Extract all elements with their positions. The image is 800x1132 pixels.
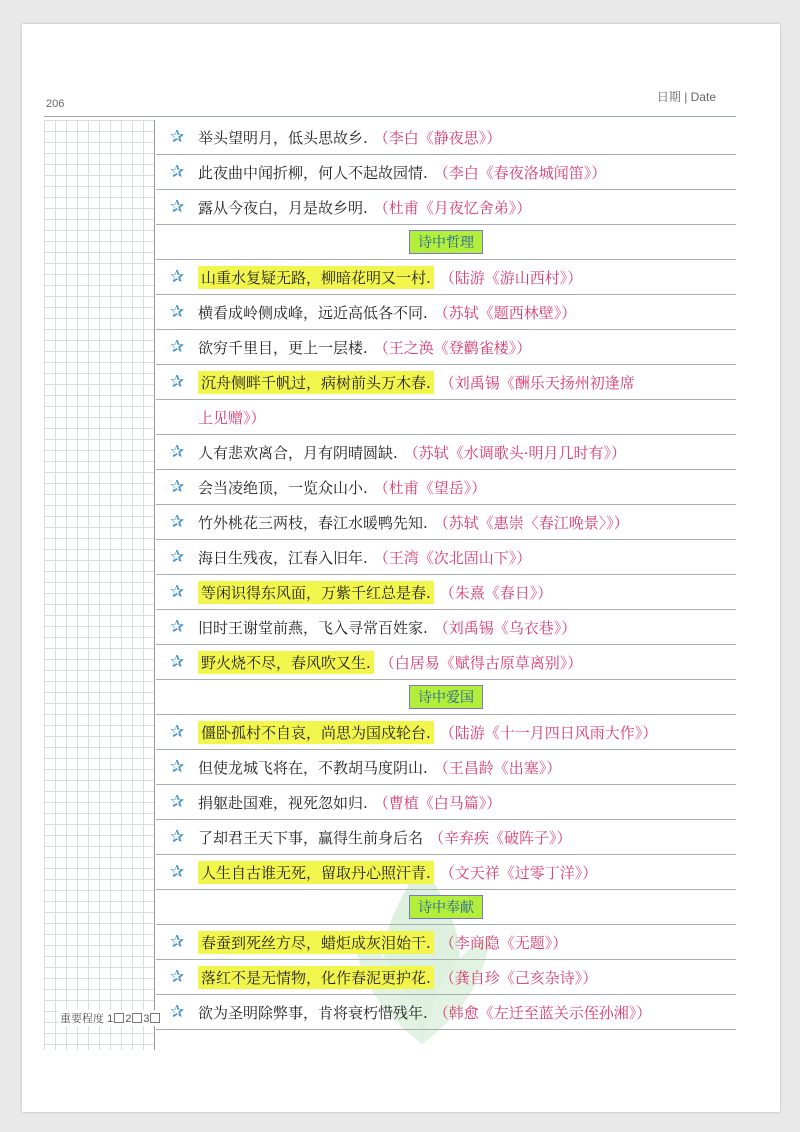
- poem-verse: 僵卧孤村不自哀，尚思为国戍轮台.: [198, 721, 434, 744]
- poem-line: [156, 470, 736, 505]
- poem-line: [156, 610, 736, 645]
- star-outline-icon: ✰: [170, 1001, 185, 1022]
- poem-source: （苏轼《惠崇〈春江晚景〉》）: [433, 513, 629, 532]
- poem-source: （曹植《白马篇》）: [373, 793, 502, 812]
- poem-verse: 海日生残夜，江春入旧年.: [198, 548, 368, 567]
- poem-source: （杜甫《望岳》）: [373, 478, 487, 497]
- poem-line: [156, 855, 736, 890]
- importance-level-3: 3: [143, 1013, 150, 1025]
- section-title: 诗中哲理: [409, 230, 483, 254]
- poem-line: [156, 330, 736, 365]
- poem-source: （李商隐《无题》）: [439, 933, 568, 952]
- poem-source: （文天祥《过零丁洋》）: [439, 863, 598, 882]
- poem-source-continued: 上见赠》）: [198, 408, 266, 427]
- margin-divider: [154, 120, 155, 1050]
- poem-verse: 沉舟侧畔千帆过，病树前头万木春.: [198, 371, 434, 394]
- poem-line: [156, 820, 736, 855]
- poem-verse: 会当凌绝顶，一览众山小.: [198, 478, 368, 497]
- star-outline-icon: ✰: [170, 196, 185, 217]
- star-outline-icon: ✰: [170, 301, 185, 322]
- poem-source: （苏轼《题西林壁》）: [433, 303, 577, 322]
- poem-verse: 旧时王谢堂前燕，飞入寻常百姓家.: [198, 618, 428, 637]
- star-outline-icon: ✰: [170, 651, 185, 672]
- poem-source: （龚自珍《己亥杂诗》）: [439, 968, 598, 987]
- poem-line: [156, 505, 736, 540]
- poem-source: （白居易《赋得古原草离别》）: [379, 653, 583, 672]
- importance-level-2: 2: [125, 1013, 132, 1025]
- star-outline-icon: ✰: [170, 371, 185, 392]
- poem-verse: 露从今夜白，月是故乡明.: [198, 198, 368, 217]
- poem-line: [156, 260, 736, 295]
- poem-verse: 人生自古谁无死，留取丹心照汗青.: [198, 861, 434, 884]
- poem-verse: 山重水复疑无路，柳暗花明又一村.: [198, 266, 434, 289]
- poem-verse: 了却君王天下事，赢得生前身后名: [198, 828, 424, 847]
- poem-source: （朱熹《春日》）: [439, 583, 553, 602]
- poem-line: [156, 925, 736, 960]
- poem-line: [156, 750, 736, 785]
- poem-line: [156, 785, 736, 820]
- star-outline-icon: ✰: [170, 511, 185, 532]
- poem-source: （陆游《十一月四日风雨大作》）: [439, 723, 658, 742]
- poem-source: （韩愈《左迁至蓝关示侄孙湘》）: [433, 1003, 652, 1022]
- poem-line: [156, 365, 736, 400]
- star-outline-icon: ✰: [170, 756, 185, 777]
- importance-scale: [58, 1010, 163, 1026]
- poem-source: （杜甫《月夜忆舍弟》）: [373, 198, 532, 217]
- star-outline-icon: ✰: [170, 441, 185, 462]
- section-heading-row: [156, 890, 736, 925]
- importance-box-1[interactable]: [114, 1013, 124, 1023]
- section-heading-row: [156, 680, 736, 715]
- section-heading-row: [156, 225, 736, 260]
- poem-source: （李白《静夜思》）: [373, 128, 502, 147]
- star-outline-icon: ✰: [170, 791, 185, 812]
- header-rule: [44, 116, 736, 117]
- poem-line: [156, 645, 736, 680]
- importance-level-1: 1: [107, 1013, 114, 1025]
- poem-line: [156, 295, 736, 330]
- star-outline-icon: ✰: [170, 966, 185, 987]
- poem-line: [156, 435, 736, 470]
- section-title: 诗中奉献: [409, 895, 483, 919]
- poem-verse: 但使龙城飞将在，不教胡马度阴山.: [198, 758, 428, 777]
- star-outline-icon: ✰: [170, 721, 185, 742]
- poem-source: （辛弃疾《破阵子》）: [429, 828, 572, 847]
- star-outline-icon: ✰: [170, 336, 185, 357]
- poem-source: （王湾《次北固山下》）: [373, 548, 532, 567]
- star-outline-icon: ✰: [170, 581, 185, 602]
- poem-source: （刘禹锡《酬乐天扬州初逢席: [439, 373, 635, 392]
- star-outline-icon: ✰: [170, 546, 185, 567]
- star-outline-icon: ✰: [170, 616, 185, 637]
- poem-verse: 横看成岭侧成峰，远近高低各不同.: [198, 303, 428, 322]
- margin-grid: [44, 120, 154, 1050]
- poem-source: （陆游《游山西村》）: [439, 268, 583, 287]
- poem-source: （王之涣《登鹳雀楼》）: [373, 338, 532, 357]
- poem-line: [156, 120, 736, 155]
- poem-verse: 竹外桃花三两枝，春江水暖鸭先知.: [198, 513, 428, 532]
- page-number: 206: [46, 98, 65, 110]
- section-title: 诗中爱国: [409, 685, 483, 709]
- poem-line: [156, 400, 736, 435]
- star-outline-icon: ✰: [170, 476, 185, 497]
- poem-verse: 春蚕到死丝方尽，蜡炬成灰泪始干.: [198, 931, 434, 954]
- poem-line: [156, 575, 736, 610]
- importance-box-2[interactable]: [132, 1013, 142, 1023]
- poem-line: [156, 960, 736, 995]
- poem-source: （李白《春夜洛城闻笛》）: [433, 163, 607, 182]
- notebook-page: [22, 24, 780, 1112]
- poem-verse: 此夜曲中闻折柳，何人不起故园情.: [198, 163, 428, 182]
- poem-verse: 捐躯赴国难，视死忽如归.: [198, 793, 368, 812]
- star-outline-icon: ✰: [170, 126, 185, 147]
- poem-line: [156, 155, 736, 190]
- poem-line: [156, 995, 736, 1030]
- date-label: 日期 | Date: [656, 90, 716, 104]
- poem-lines: [156, 120, 736, 1030]
- poem-source: （苏轼《水调歌头·明月几时有》）: [403, 443, 627, 462]
- star-outline-icon: ✰: [170, 826, 185, 847]
- poem-verse: 等闲识得东风面，万紫千红总是春.: [198, 581, 434, 604]
- star-outline-icon: ✰: [170, 861, 185, 882]
- poem-verse: 野火烧不尽，春风吹又生.: [198, 651, 374, 674]
- star-outline-icon: ✰: [170, 931, 185, 952]
- importance-label: 重要程度: [60, 1013, 104, 1025]
- poem-line: [156, 715, 736, 750]
- star-outline-icon: ✰: [170, 266, 185, 287]
- poem-verse: 人有悲欢离合，月有阴晴圆缺.: [198, 443, 398, 462]
- poem-verse: 落红不是无情物，化作春泥更护花.: [198, 966, 434, 989]
- poem-line: [156, 190, 736, 225]
- poem-source: （刘禹锡《乌衣巷》）: [433, 618, 577, 637]
- poem-source: （王昌龄《出塞》）: [433, 758, 562, 777]
- poem-verse: 欲为圣明除弊事，肯将衰朽惜残年.: [198, 1003, 428, 1022]
- poem-verse: 举头望明月，低头思故乡.: [198, 128, 368, 147]
- poem-line: [156, 540, 736, 575]
- star-outline-icon: ✰: [170, 161, 185, 182]
- poem-verse: 欲穷千里目，更上一层楼.: [198, 338, 368, 357]
